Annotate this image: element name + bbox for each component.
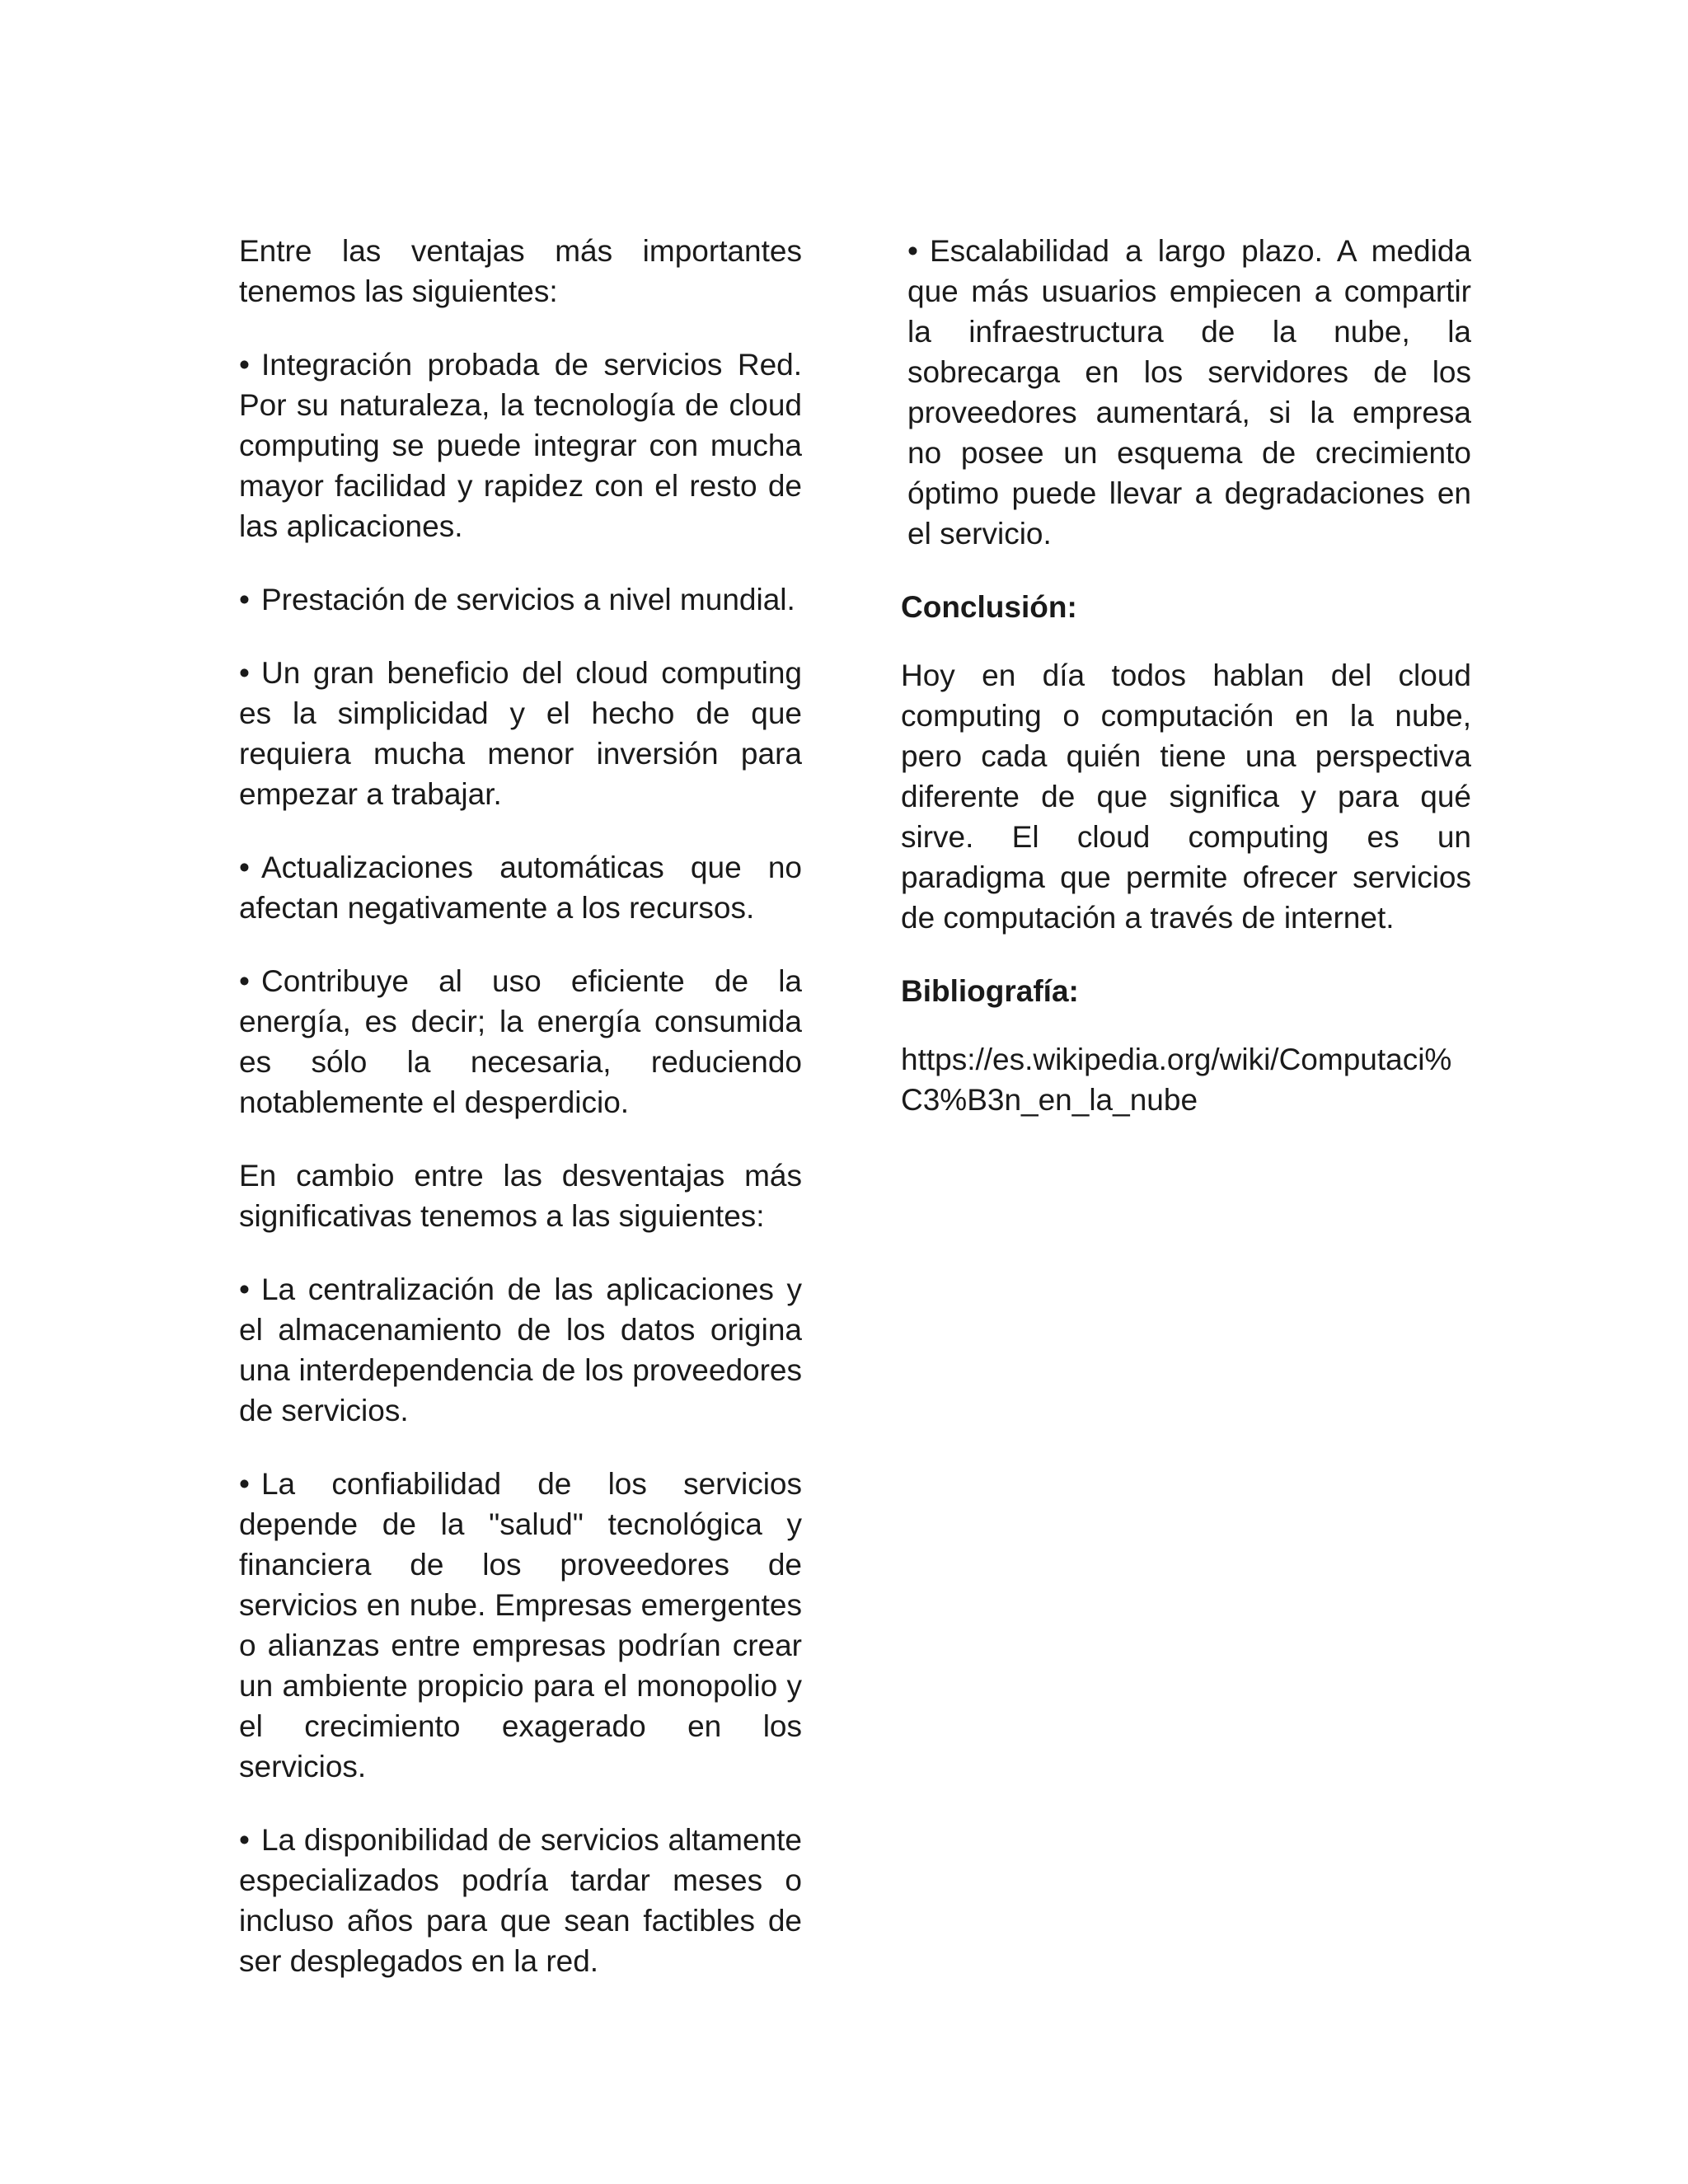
advantage-text: Prestación de servicios a nivel mundial. [260,583,795,616]
bullet-icon: • [239,1467,250,1501]
bullet-icon: • [239,851,250,884]
advantages-intro: Entre las ventajas más importantes tenemos las siguientes: [239,234,802,308]
disadvantages-intro: En cambio entre las desventajas más significativas tenemos a las siguientes: [239,1159,802,1233]
conclusion-text: Hoy en día todos hablan del cloud computing o computación en la nube, pero cada quién tiene una perspectiva diferente de que significa y para qué sirve. El cloud computing es un paradigma que permite ofrecer servicios de computación a través de internet. [901,658,1471,935]
advantage-item-2 [239,579,802,620]
advantage-text: Contribuye al uso eficiente de la energía, es decir; la energía consumida es sólo la necesaria, reduciendo notablemente el desperdicio. [239,964,802,1119]
bullet-icon: • [239,1272,250,1306]
scalability-text: Escalabilidad a largo plazo. A medida que más usuarios empiecen a compartir la infraestructura de la nube, la sobrecarga en los servidores de los proveedores aumentará, si la empresa no posee un esquema de crecimiento óptimo puede llevar a degradaciones en el servicio. [907,234,1471,551]
advantage-item-4 [239,847,802,928]
advantage-item-3 [239,653,802,814]
disadvantage-item-3 [239,1820,802,1981]
bibliography-link[interactable]: https://es.wikipedia.org/wiki/Computaci%C3%B3n_en_la_nube [901,1043,1452,1117]
bullet-icon: • [239,964,250,998]
disadvantage-text: La centralización de las aplicaciones y el almacenamiento de los datos origina una interdependencia de los proveedores de servicios. [239,1272,802,1427]
bullet-icon: • [239,656,250,690]
scalability-item [901,231,1471,554]
bullet-icon: • [239,348,250,382]
advantage-text: Actualizaciones automáticas que no afectan negativamente a los recursos. [239,851,802,925]
bullet-icon: • [239,1823,250,1857]
disadvantage-text: La disponibilidad de servicios altamente especializados podría tardar meses o incluso años para que sean factibles de ser desplegados en la red. [239,1823,802,1978]
advantage-text: Integración probada de servicios Red. Por su naturaleza, la tecnología de cloud computing se puede integrar con mucha mayor facilidad y rapidez con el resto de las aplicaciones. [239,348,802,543]
bibliography-heading: Bibliografía: [901,974,1079,1008]
right-column [901,231,1471,1153]
advantage-text: Un gran beneficio del cloud computing es la simplicidad y el hecho de que requiera mucha menor inversión para empezar a trabajar. [239,656,802,811]
advantage-item-5 [239,961,802,1122]
disadvantage-item-1 [239,1269,802,1431]
bullet-icon: • [239,583,250,616]
disadvantage-text: La confiabilidad de los servicios depende de la "salud" tecnológica y financiera de los proveedores de servicios en nube. Empresas emergentes o alianzas entre empresas podrían crear un ambiente propicio para el monopolio y el crecimiento exagerado en los servicios. [239,1467,802,1783]
left-column [239,231,802,2014]
conclusion-heading: Conclusión: [901,590,1077,624]
bullet-icon: • [907,234,918,268]
disadvantage-item-2 [239,1464,802,1787]
advantage-item-1 [239,344,802,546]
